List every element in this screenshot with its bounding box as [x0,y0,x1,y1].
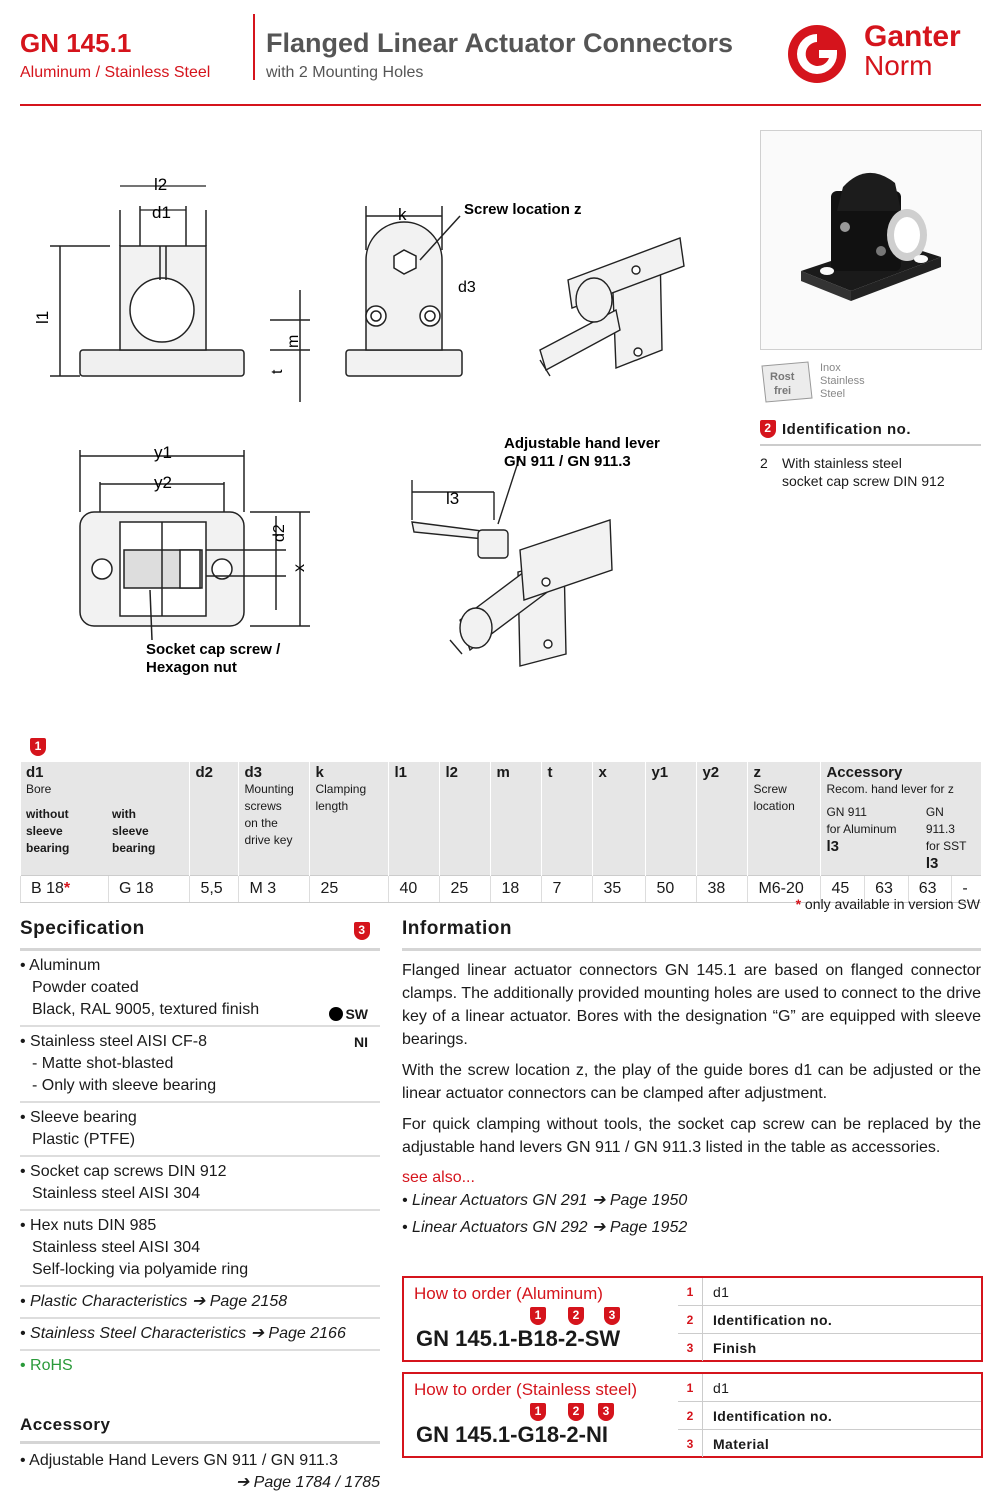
brand-name-2: Norm [864,50,933,81]
order-legend: 1 d1 2 Identification no. 3 Material [678,1374,981,1456]
identification-title: 2 Identification no. [760,420,981,446]
information-section [402,918,981,1241]
header-rule [20,104,981,106]
label-t: t [269,369,286,374]
accessory-item[interactable]: • Adjustable Hand Levers GN 911 / GN 911.3 ➔ Page 1784 / 1785 [20,1452,380,1491]
spec-item-rohs: • RoHS [20,1357,73,1374]
side-view-drawing [346,206,462,376]
badge-3-icon: 3 [598,1403,614,1421]
header-divider [253,14,255,80]
isometric-lever-drawing [412,456,612,666]
order-box-stainless [402,1372,983,1458]
badge-3-icon: 3 [354,922,370,940]
badge-2-icon: 2 [760,420,776,438]
spec-item-screws: • Socket cap screws DIN 912 Stainless steel AISI 304 [20,1157,380,1211]
order-box-aluminum [402,1276,983,1362]
svg-text:frei: frei [774,385,792,397]
label-socket: Socket cap screw / [146,641,281,658]
product-material: Aluminum / Stainless Steel [20,64,211,81]
label-l2: l2 [154,175,168,194]
see-also-link[interactable]: • Linear Actuators GN 291 ➔ Page 1950 [402,1192,688,1209]
table-footnote: * only available in version SW [795,896,980,912]
product-code: GN 145.1 [20,28,132,58]
dimensions-table: d1 Bore without sleeve bearing with sleeve bearing d2 d3 Mounting screws on the drive key k Clamping length l1 l2 m t x y1 y2 z Screw location Accessory Recom. hand lever for z GN 911 for Aluminum l3 GN 911.3 for SST l3 B 18* G 18 5,5 M 3 25 40 25 18 7 35 50 38 M6-20 45 63 63 - [20,762,981,903]
spec-item-aluminum: • Aluminum Powder coated Black, RAL 9005, textured finish SW [20,951,380,1027]
label-d2: d2 [271,524,288,542]
order-code: GN 145.1-G18-2-NI [416,1422,608,1447]
badge-1-icon: 1 [530,1403,546,1421]
svg-text:Rost: Rost [770,371,795,383]
info-paragraph: With the screw location z, the play of the guide bores d1 can be adjusted or the linear actuator connectors can be clamped after adjustment. [402,1062,981,1102]
table-row: B 18* G 18 5,5 M 3 25 40 25 18 7 35 50 38 M6-20 45 63 63 - [21,876,982,903]
label-d1: d1 [152,203,171,222]
identification-box [760,420,981,490]
spec-link-plastic[interactable]: • Plastic Characteristics ➔ Page 2158 [20,1287,380,1319]
order-code: GN 145.1-B18-2-SW [416,1326,621,1351]
black-dot-icon [329,1007,343,1021]
see-also-label: see also... [402,1169,475,1186]
information-title: Information [402,918,981,951]
spec-item-sleeve: • Sleeve bearing Plastic (PTFE) [20,1103,380,1157]
label-k: k [398,205,407,224]
order-legend: 1 d1 2 Identification no. 3 Finish [678,1278,981,1360]
identification-row: 2 With stainless steel socket cap screw DIN 912 [760,455,945,489]
rostfrei-badge-icon [760,360,980,404]
badge-1-icon: 1 [530,1307,546,1325]
badge-2-icon: 2 [568,1403,584,1421]
isometric-view-drawing [540,238,684,376]
specification-section [20,918,380,1494]
material-code-ni: NI [354,1034,368,1050]
label-hand-lever: Adjustable hand lever [504,435,660,452]
page-subtitle: with 2 Mounting Holes [266,64,424,81]
label-y1: y1 [154,443,172,462]
brand-name: Ganter [864,20,961,53]
spec-item-stainless: • Stainless steel AISI CF-8 - Matte shot-blasted - Only with sleeve bearing NI [20,1027,380,1103]
info-paragraph: Flanged linear actuator connectors GN 145.1 are based on flanged connector clamps. The additionally provided mounting holes are used to connect to the drive key of a linear actuator. Bores with the designation “G” are equipped with sleeve bearings. [402,962,981,1048]
badge-3-icon: 3 [604,1307,620,1325]
label-l3: l3 [446,489,460,508]
accessory-title: Accessory [20,1415,380,1444]
label-y2: y2 [154,473,172,492]
order-label: How to order (Stainless steel) [414,1380,637,1399]
label-hexnut: Hexagon nut [146,659,237,676]
badge-1-icon: 1 [30,738,46,756]
info-paragraph: For quick clamping without tools, the socket cap screw can be replaced by the adjustable hand levers GN 911 / GN 911.3 listed in the table as accessories. [402,1116,981,1156]
inox-text: Inox Stainless Steel [820,362,865,400]
finish-code-sw: SW [329,1003,368,1025]
spec-link-stainless[interactable]: • Stainless Steel Characteristics ➔ Page 2166 [20,1319,380,1351]
order-label: How to order (Aluminum) [414,1284,603,1303]
badge-2-icon: 2 [568,1307,584,1325]
product-photo [760,130,982,350]
top-view-drawing [80,450,310,640]
label-hand-lever-2: GN 911 / GN 911.3 [504,453,631,470]
label-d3: d3 [458,279,476,296]
see-also-link[interactable]: • Linear Actuators GN 292 ➔ Page 1952 [402,1219,688,1236]
spec-item-nuts: • Hex nuts DIN 985 Stainless steel AISI 304 Self-locking via polyamide ring [20,1211,380,1287]
specification-title: Specification 3 [20,918,380,951]
label-x: x [291,564,308,572]
label-m: m [285,334,302,348]
label-screw-location: Screw location z [464,201,582,218]
label-l1: l1 [33,310,52,324]
technical-drawings [20,120,740,700]
page-title: Flanged Linear Actuator Connectors [266,28,734,58]
